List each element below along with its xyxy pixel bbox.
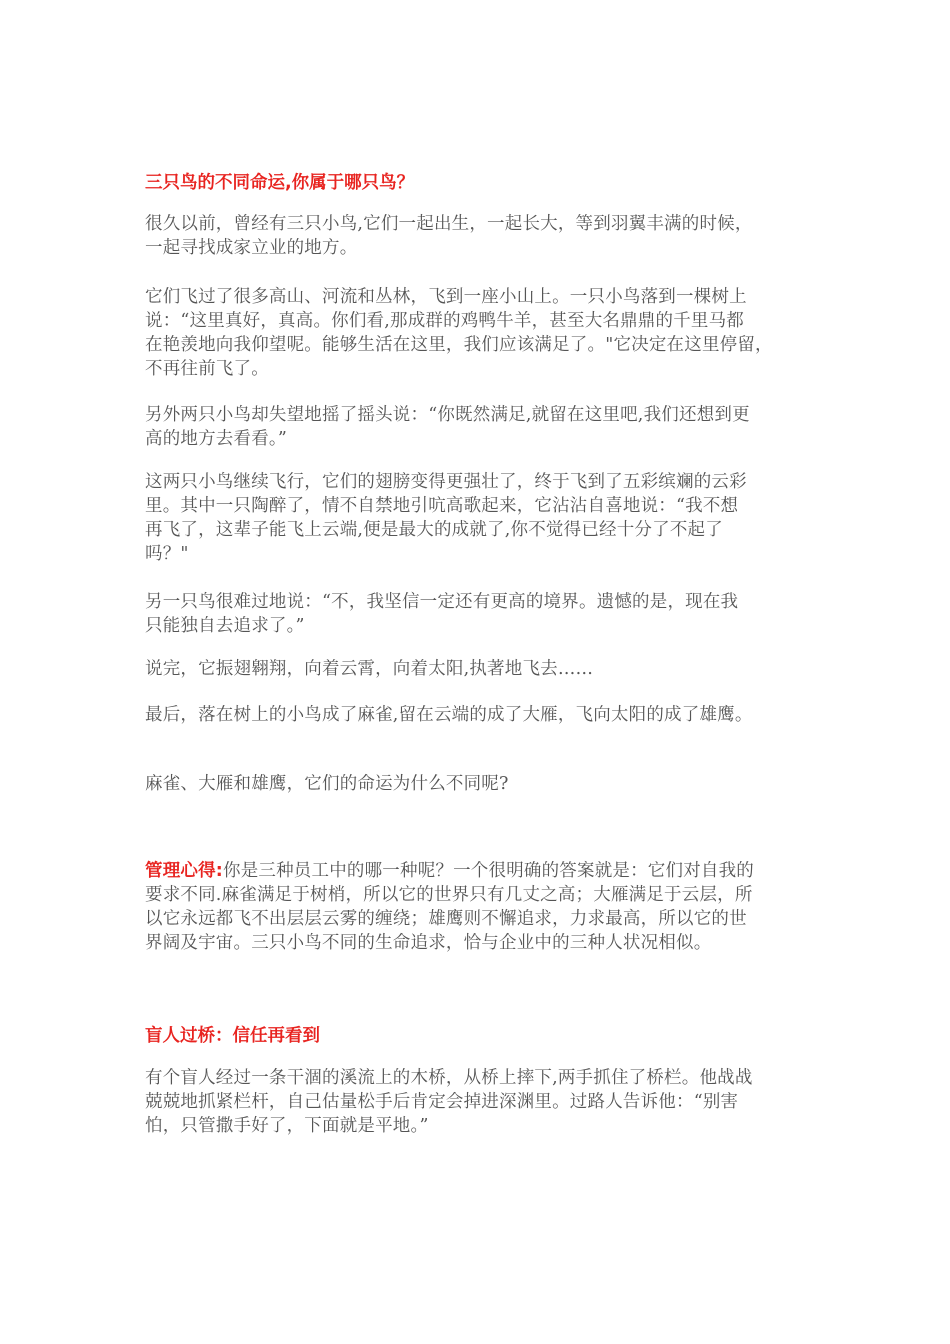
text-line: 说完，它振翅翱翔，向着云霄，向着太阳,执著地飞去…… — [145, 659, 594, 679]
text-line: 以它永远都飞不出层层云雾的缠绕；雄鹰则不懈追求，力求最高，所以它的世 — [145, 909, 747, 929]
text-line: 要求不同.麻雀满足于树梢，所以它的世界只有几丈之高；大雁满足于云层，所 — [145, 885, 753, 905]
text-line: 只能独自去追求了。” — [145, 616, 305, 636]
management-insight — [145, 859, 817, 955]
text-line: 它们飞过了很多高山、河流和丛林，飞到一座小山上。一只小鸟落到一棵树上 — [145, 287, 747, 307]
text-line: 界阔及宇宙。三只小鸟不同的生命追求，恰与企业中的三种人状况相似。 — [145, 933, 712, 953]
text-line: 兢兢地抓紧栏杆，自己估量松手后肯定会掉进深渊里。过路人告诉他：“别害 — [145, 1092, 739, 1112]
story1-paragraph-5 — [145, 590, 817, 638]
text-line: 这两只小鸟继续飞行，它们的翅膀变得更强壮了，终于飞到了五彩缤斓的云彩 — [145, 472, 747, 492]
story1-paragraph-3 — [145, 403, 817, 451]
text-line: 高的地方去看看。” — [145, 429, 287, 449]
text-line: 另一只鸟很难过地说：“不，我坚信一定还有更高的境界。遗憾的是，现在我 — [145, 592, 739, 612]
story1-title: 三只鸟的不同命运,你属于哪只鸟？ — [145, 173, 415, 193]
story1-paragraph-4 — [145, 470, 817, 566]
text-line: 吗？" — [145, 544, 189, 564]
text-line: 你是三种员工中的哪一种呢？一个很明确的答案就是：它们对自我的 — [223, 861, 754, 881]
text-line: 麻雀、大雁和雄鹰，它们的命运为什么不同呢? — [145, 774, 509, 794]
insight-label: 管理心得: — [145, 861, 223, 881]
text-line: 在艳羡地向我仰望呢。能够生活在这里，我们应该满足了。"它决定在这里停留， — [145, 335, 773, 355]
story1-question — [145, 772, 817, 796]
text-line: 一起寻找成家立业的地方。 — [145, 238, 358, 258]
story1-paragraph-7 — [145, 703, 817, 727]
story1-paragraph-1 — [145, 212, 817, 260]
text-line: 最后，落在树上的小鸟成了麻雀,留在云端的成了大雁，飞向太阳的成了雄鹰。 — [145, 705, 753, 725]
text-line: 有个盲人经过一条干涸的溪流上的木桥，从桥上摔下,两手抓住了桥栏。他战战 — [145, 1068, 753, 1088]
text-line: 里。其中一只陶醉了，情不自禁地引吭高歌起来，它沾沾自喜地说：“我不想 — [145, 496, 739, 516]
story1-paragraph-2 — [145, 285, 817, 381]
insight-first-line — [145, 859, 817, 883]
text-line: 再飞了，这辈子能飞上云端,便是最大的成就了,你不觉得已经十分了不起了 — [145, 520, 723, 540]
story2-title: 盲人过桥：信任再看到 — [145, 1026, 320, 1046]
text-line: 说：“这里真好，真高。你们看,那成群的鸡鸭牛羊，甚至大名鼎鼎的千里马都 — [145, 311, 745, 331]
text-line: 另外两只小鸟却失望地摇了摇头说：“你既然满足,就留在这里吧,我们还想到更 — [145, 405, 750, 425]
text-line: 不再往前飞了。 — [145, 359, 269, 379]
story1-paragraph-6 — [145, 657, 817, 681]
story2-paragraph-1 — [145, 1066, 817, 1138]
text-line: 很久以前，曾经有三只小鸟,它们一起出生，一起长大，等到羽翼丰满的时候， — [145, 214, 753, 234]
text-line: 怕，只管撒手好了，下面就是平地。” — [145, 1116, 429, 1136]
